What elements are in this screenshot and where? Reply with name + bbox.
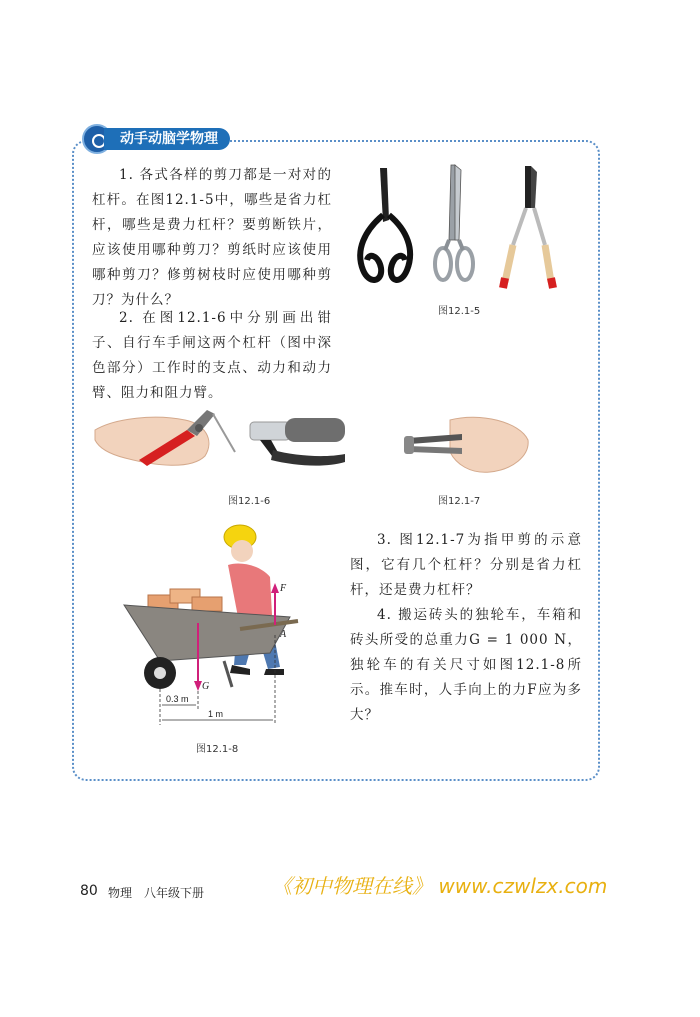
label-dim-1m: 1 m: [208, 709, 224, 719]
label-weight-g: G: [202, 681, 210, 692]
label-dim-0-3m: 0.3 m: [166, 694, 189, 704]
figure-pliers-brake: [95, 400, 355, 480]
figure-caption-12-1-7: 图12.1-7: [438, 496, 481, 507]
label-point-a: A: [280, 629, 287, 640]
figure-caption-12-1-6: 图12.1-6: [228, 496, 271, 507]
figure-scissors: [345, 160, 575, 300]
question-1: 1. 各式各样的剪刀都是一对对的杠杆。在图12.1-5中，哪些是省力杠杆，哪些是费力杠杆？要剪断铁片，应该使用哪种剪刀？剪纸时应该使用哪种剪刀？修剪树枝时应使用哪种剪刀？为什么？: [92, 167, 332, 308]
figure-wheelbarrow: [120, 525, 305, 730]
nail-clipper-in-hand-icon: [404, 417, 528, 472]
figure-caption-12-1-5: 图12.1-5: [438, 306, 481, 317]
pliers-in-hand-icon: [95, 410, 235, 466]
label-force-f: F: [280, 583, 287, 594]
question-2: 2. 在图12.1-6中分别画出钳子、自行车手闸这两个杠杆（图中深色部分）工作时的支点、动力和动力臂、阻力和阻力臂。: [92, 310, 332, 401]
page-number: 80: [80, 883, 98, 899]
question-4: 4. 搬运砖头的独轮车，车箱和砖头所受的总重力G = 1 000 N，独轮车的有关尺寸如图12.1-8所示。推车时，人手向上的力F应为多大？: [350, 607, 582, 723]
figure-nail-clipper: [400, 412, 530, 482]
wheel-icon: [144, 657, 176, 689]
pruning-shears-icon: [503, 166, 553, 288]
figure-caption-12-1-8: 图12.1-8: [196, 744, 239, 755]
section-header-label: 动手动脑学物理: [104, 128, 230, 150]
question-3: 3. 图12.1-7为指甲剪的示意图，它有几个杠杆？分别是省力杠杆，还是费力杠杆？: [350, 532, 582, 598]
watermark: 《初中物理在线》 www.czwlzx.com: [272, 874, 608, 898]
book-title: 物理 八年级下册: [108, 886, 205, 900]
bike-brake-icon: [250, 418, 345, 466]
shears-icon: [360, 168, 410, 280]
paper-scissors-icon: [435, 165, 473, 280]
